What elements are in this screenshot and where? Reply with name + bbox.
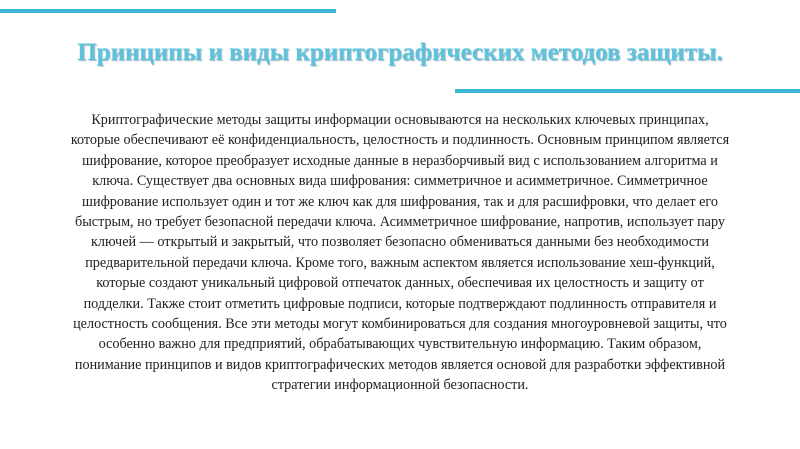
slide-body-text: Криптографические методы защиты информации основываются на нескольких ключевых принципах, которые обеспечивают её конфиденциальность, целостность и подлинность. Основным принципом является шифрование, которое преобразует исходные данные в неразборчивый вид с использованием алгоритма и ключа. Существует два основных вида шифрования: симметричное и асимметричное. Симметричное шифрование использует один и тот же ключ как для шифрования, так и для расшифровки, что делает его быстрым, но требует безопасной передачи ключа. Асимметричное шифрование, напротив, использует пару ключей — открытый и закрытый, что позволяет безопасно обмениваться данными без необходимости предварительной передачи ключа. Кроме того, важным аспектом является использование хеш-функций, которые создают уникальный цифровой отпечаток данных, обеспечивая их целостность и защиту от подделки. Также стоит отметить цифровые подписи, которые подтверждают подлинность отправителя и целостность сообщения. Все эти методы могут комбинироваться для создания многоуровневой защиты, что особенно важно для предприятий, обрабатывающих чувствительную информацию. Таким образом, понимание принципов и видов криптографических методов является основой для разработки эффективной стратегии информационной безопасности.: [70, 112, 730, 394]
top-accent-bar: [0, 9, 336, 13]
right-accent-bar: [455, 89, 800, 93]
slide-title: Принципы и виды криптографических методов защиты.: [77, 39, 723, 66]
